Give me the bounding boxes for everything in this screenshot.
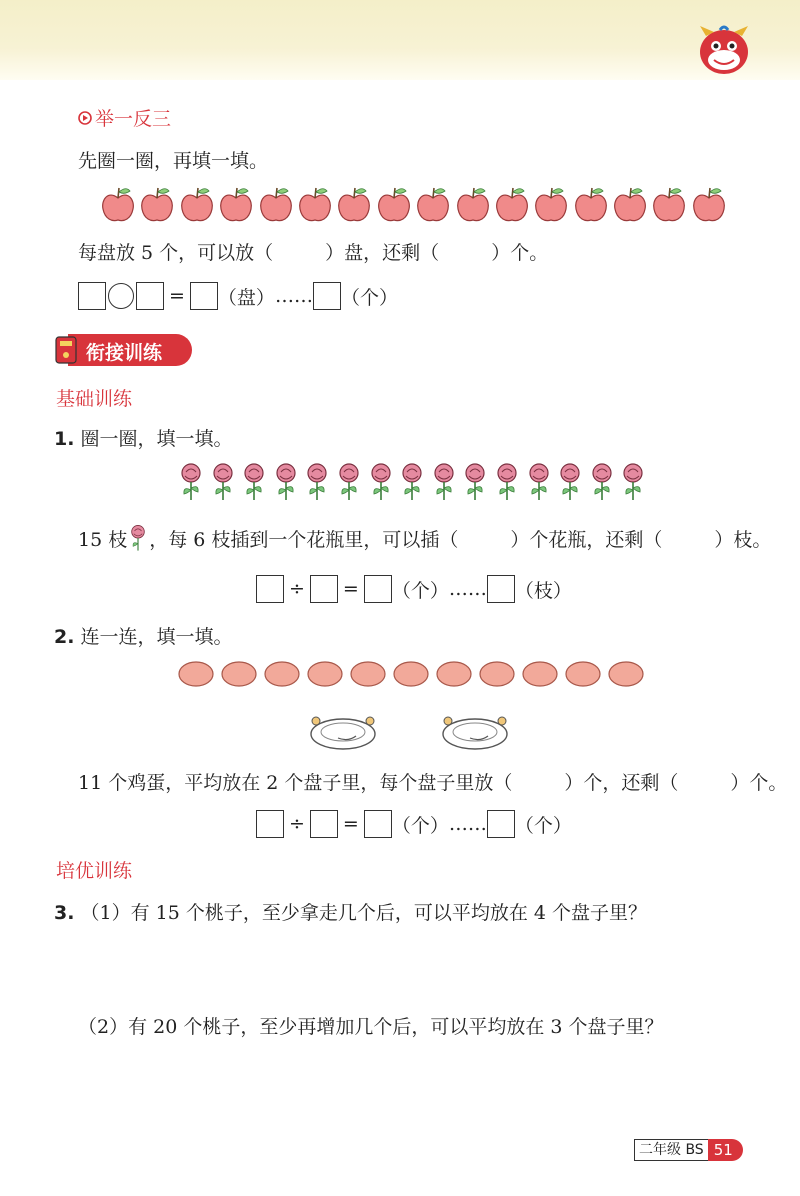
grade-label (634, 1139, 708, 1161)
unit-label: （个） (514, 814, 572, 837)
divide-sign: ÷ (289, 813, 305, 835)
q3-part1-text: （1）有 15 个桃子，至少拿走几个后，可以平均放在 4 个盘子里？ (80, 902, 648, 924)
practice-sentence-part: 每盘放 5 个，可以放（ (78, 242, 274, 264)
edition-text: BS (685, 1142, 704, 1158)
grade-text: 二年级 (639, 1142, 681, 1158)
q2-title-text: 连一连，填一填。 (80, 626, 233, 648)
practice-heading (78, 104, 171, 131)
rose-icon[interactable] (208, 462, 238, 502)
remainder-dots: …… (448, 813, 487, 835)
q1-sentence-part: ，每 6 枝插到一个花瓶里，可以插（ (149, 528, 459, 551)
apple-icon[interactable] (336, 184, 372, 224)
q1-title-text: 圈一圈，填一填。 (80, 428, 233, 450)
egg-icon[interactable] (479, 660, 515, 688)
plate-left[interactable] (308, 712, 378, 756)
egg-icon[interactable] (608, 660, 644, 688)
q2-sentence (78, 768, 787, 795)
answer-box[interactable] (190, 282, 218, 310)
answer-box[interactable] (364, 575, 392, 603)
egg-icon[interactable] (178, 660, 214, 688)
rose-icon[interactable] (524, 462, 554, 502)
q3-part2: （2）有 20 个桃子，至少再增加几个后，可以平均放在 3 个盘子里？ (78, 1016, 664, 1038)
apple-icon[interactable] (651, 184, 687, 224)
q1-sentence-part: ）枝。 (714, 528, 772, 551)
section-banner-label: 衔接训练 (86, 342, 163, 364)
apple-icon[interactable] (100, 184, 136, 224)
apple-icon[interactable] (376, 184, 412, 224)
plate-right[interactable] (440, 712, 510, 756)
page-number-badge (634, 1139, 743, 1161)
basic-heading: 基础训练 (56, 388, 133, 410)
answer-box[interactable] (364, 810, 392, 838)
egg-icon[interactable] (221, 660, 257, 688)
rose-icon[interactable] (239, 462, 269, 502)
plate-icon (440, 712, 510, 752)
apple-icon[interactable] (297, 184, 333, 224)
plate-icon (308, 712, 378, 752)
equals-sign: = (342, 578, 359, 600)
rose-icon[interactable] (492, 462, 522, 502)
apple-row (100, 184, 727, 224)
rose-icon[interactable] (334, 462, 364, 502)
rose-icon[interactable] (176, 462, 206, 502)
practice-equation (78, 282, 398, 310)
unit-label: （枝） (514, 579, 572, 602)
rose-icon[interactable] (460, 462, 490, 502)
advanced-heading: 培优训练 (56, 860, 133, 882)
rose-icon[interactable] (271, 462, 301, 502)
q1-number: 1. (54, 428, 75, 450)
rose-icon[interactable] (429, 462, 459, 502)
rose-icon[interactable] (618, 462, 648, 502)
practice-heading-text: 举一反三 (95, 108, 172, 130)
rose-icon (127, 524, 149, 552)
q3-answer-area-1[interactable] (78, 930, 728, 1000)
rose-icon[interactable] (587, 462, 617, 502)
practice-instruction: 先圈一圈，再填一填。 (78, 150, 269, 172)
rose-icon[interactable] (366, 462, 396, 502)
play-icon (78, 111, 92, 125)
q3-answer-area-2[interactable] (78, 1044, 728, 1124)
practice-sentence-part: ）盘，还剩（ (325, 242, 440, 264)
q3-number: 3. (54, 902, 75, 924)
unit-label: （盘） (217, 286, 275, 309)
page-number: 51 (708, 1139, 743, 1161)
q2-sentence-part: 11 个鸡蛋，平均放在 2 个盘子里，每个盘子里放（ (78, 772, 513, 794)
apple-icon[interactable] (218, 184, 254, 224)
answer-box[interactable] (310, 575, 338, 603)
q1-sentence-part: 15 枝 (78, 528, 128, 551)
egg-icon[interactable] (436, 660, 472, 688)
apple-icon[interactable] (691, 184, 727, 224)
rose-icon[interactable] (397, 462, 427, 502)
rose-row (176, 462, 648, 502)
q1-title (54, 424, 233, 451)
remainder-dots: …… (448, 578, 487, 600)
unit-label: （个） (391, 579, 449, 602)
answer-box[interactable] (313, 282, 341, 310)
answer-box[interactable] (78, 282, 106, 310)
book-icon (54, 333, 80, 367)
equals-sign: = (169, 285, 185, 307)
answer-box[interactable] (256, 810, 284, 838)
q1-sentence-part: ）个花瓶，还剩（ (510, 528, 663, 551)
apple-icon[interactable] (612, 184, 648, 224)
apple-icon[interactable] (258, 184, 294, 224)
answer-box[interactable] (487, 575, 515, 603)
answer-box[interactable] (256, 575, 284, 603)
divide-sign: ÷ (289, 578, 305, 600)
apple-icon[interactable] (139, 184, 175, 224)
unit-label: （个） (340, 286, 398, 309)
q2-equation (256, 810, 572, 838)
egg-icon[interactable] (522, 660, 558, 688)
q2-number: 2. (54, 626, 75, 648)
egg-row (178, 660, 644, 688)
egg-icon[interactable] (565, 660, 601, 688)
apple-icon[interactable] (533, 184, 569, 224)
egg-icon[interactable] (307, 660, 343, 688)
practice-sentence-part: ）个。 (491, 242, 549, 264)
practice-sentence (78, 238, 548, 265)
egg-icon[interactable] (350, 660, 386, 688)
apple-icon[interactable] (455, 184, 491, 224)
egg-icon[interactable] (264, 660, 300, 688)
q3-part1 (54, 898, 647, 925)
remainder-dots: …… (274, 285, 313, 307)
q2-sentence-part: ）个，还剩（ (564, 772, 679, 794)
top-banner (0, 0, 800, 80)
answer-box[interactable] (487, 810, 515, 838)
rose-icon[interactable] (555, 462, 585, 502)
answer-box[interactable] (310, 810, 338, 838)
answer-box[interactable] (136, 282, 164, 310)
apple-icon[interactable] (573, 184, 609, 224)
apple-icon[interactable] (179, 184, 215, 224)
egg-icon[interactable] (393, 660, 429, 688)
apple-icon[interactable] (415, 184, 451, 224)
q1-equation (256, 575, 572, 603)
q2-title (54, 622, 233, 649)
dragon-mascot-icon (696, 22, 752, 78)
equals-sign: = (342, 813, 359, 835)
q2-sentence-part: ）个。 (730, 772, 788, 794)
rose-icon[interactable] (302, 462, 332, 502)
section-banner (54, 333, 196, 367)
q1-sentence (78, 524, 771, 552)
apple-icon[interactable] (494, 184, 530, 224)
unit-label: （个） (391, 814, 449, 837)
operator-circle[interactable] (108, 283, 134, 309)
